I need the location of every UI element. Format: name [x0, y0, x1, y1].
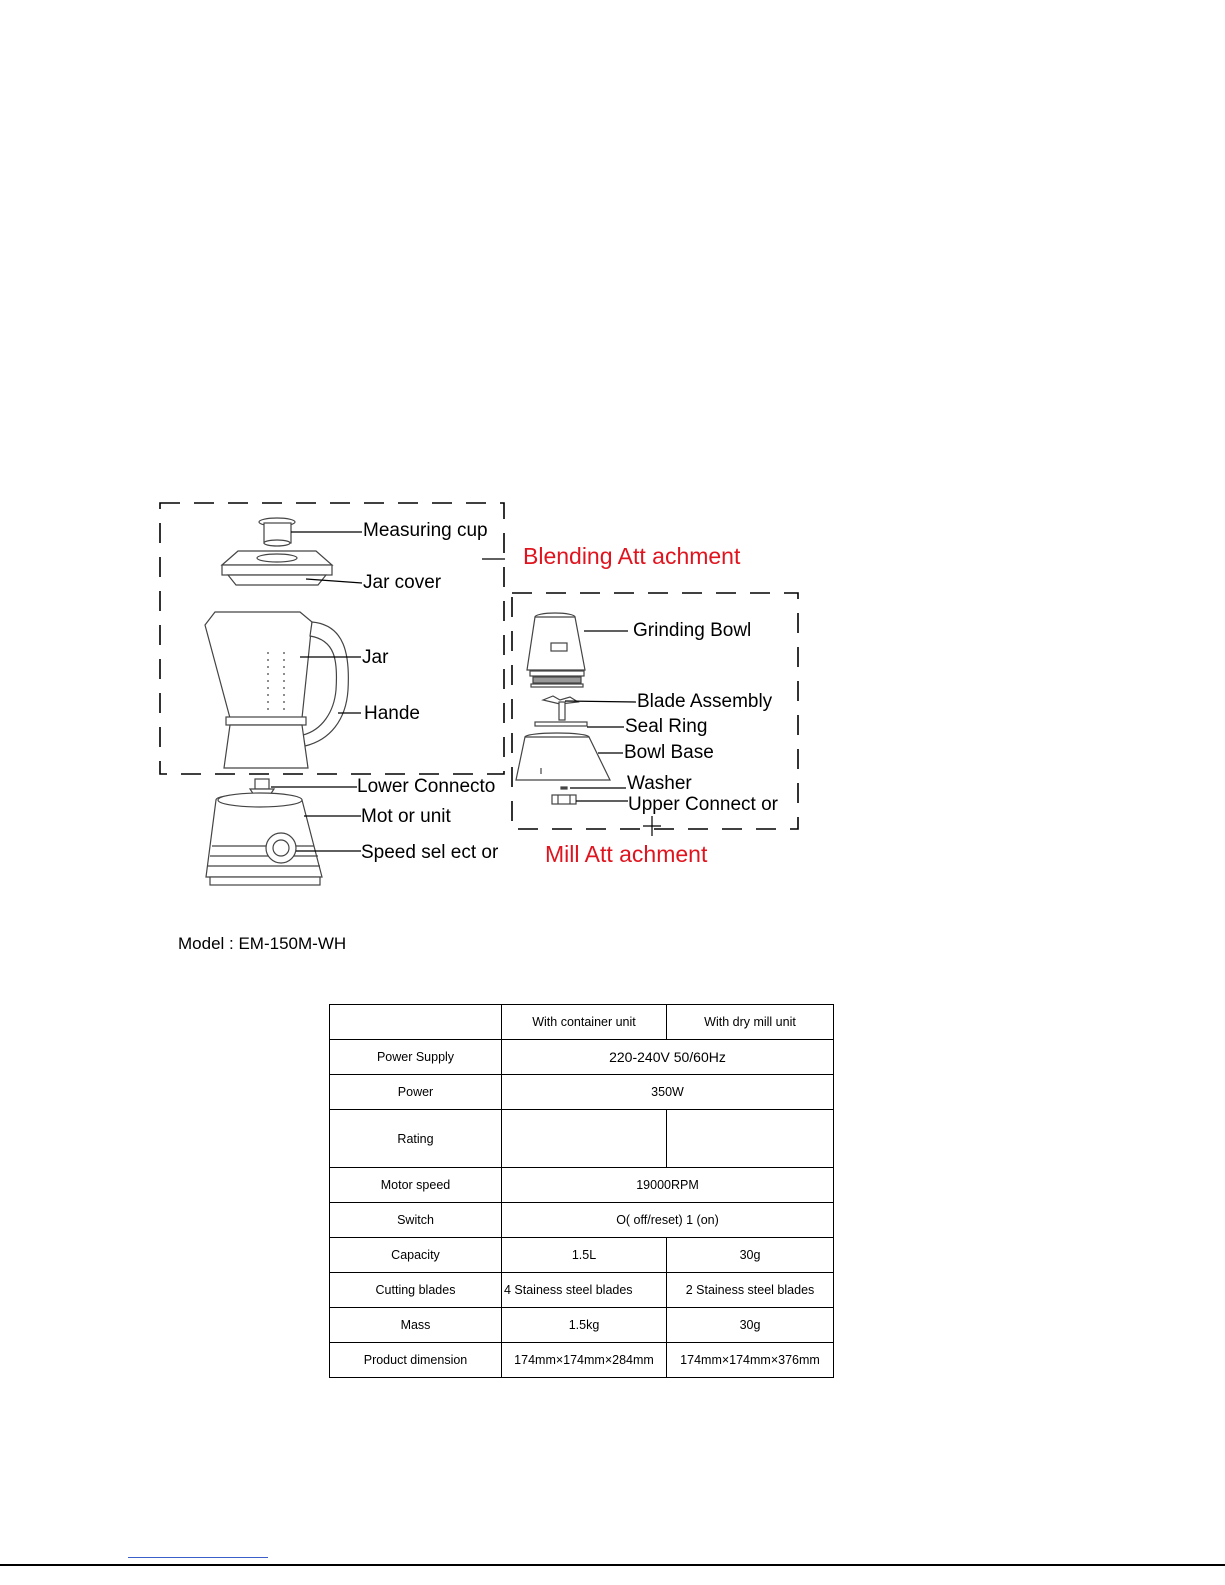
row-value-mill: 30g: [667, 1308, 834, 1343]
row-value-mill: 2 Stainess steel blades: [667, 1273, 834, 1308]
table-row: [330, 1203, 834, 1238]
row-label: Product dimension: [330, 1343, 502, 1378]
specification-table: [329, 1004, 834, 1378]
table-row: [330, 1308, 834, 1343]
table-row: [330, 1343, 834, 1378]
label-lower-connector: Lower Connecto: [357, 776, 496, 797]
model-number: Model : EM-150M-WH: [178, 934, 347, 953]
grinding-bowl-drawing: [527, 613, 585, 687]
row-value-mill: 174mm×174mm×376mm: [667, 1343, 834, 1378]
label-measuring-cup: Measuring cup: [363, 520, 488, 541]
table-row: [330, 1238, 834, 1273]
washer-drawing: [561, 787, 567, 789]
label-blade-assembly: Blade Assembly: [637, 691, 773, 712]
label-speed-selector: Speed sel ect or: [361, 842, 499, 863]
row-value-container: 1.5L: [502, 1238, 667, 1273]
label-mill-attachment: Mill Att achment: [545, 841, 708, 867]
bowl-base-drawing: [516, 733, 610, 780]
footer-link-underline: [128, 1557, 268, 1558]
row-label: Capacity: [330, 1238, 502, 1273]
label-jar-cover: Jar cover: [363, 572, 442, 593]
row-value: 220-240V 50/60Hz: [502, 1040, 834, 1075]
jar-drawing: [205, 612, 348, 768]
table-row: [330, 1040, 834, 1075]
row-label: Switch: [330, 1203, 502, 1238]
table-row: [330, 1075, 834, 1110]
row-value-container: 1.5kg: [502, 1308, 667, 1343]
row-label: Mass: [330, 1308, 502, 1343]
row-value-container: [502, 1110, 667, 1168]
label-blending-attachment: Blending Att achment: [523, 543, 741, 569]
label-seal-ring: Seal Ring: [625, 716, 708, 737]
header-container-unit: With container unit: [502, 1005, 667, 1040]
row-value-container: 4 Stainess steel blades: [502, 1273, 667, 1308]
table-row: [330, 1273, 834, 1308]
row-value: O( off/reset) 1 (on): [502, 1203, 834, 1238]
header-cell-empty: [330, 1005, 502, 1040]
table-row: [330, 1168, 834, 1203]
row-value-mill: [667, 1110, 834, 1168]
seal-ring-drawing: [535, 722, 587, 726]
row-value-mill: 30g: [667, 1238, 834, 1273]
table-header-row: [330, 1005, 834, 1040]
label-handle: Hande: [364, 703, 420, 724]
header-dry-mill-unit: With dry mill unit: [667, 1005, 834, 1040]
row-label: Power Supply: [330, 1040, 502, 1075]
label-jar: Jar: [362, 647, 389, 668]
row-label: Power: [330, 1075, 502, 1110]
leader-lines: [271, 532, 661, 851]
label-bowl-base: Bowl Base: [624, 742, 714, 763]
upper-connector-drawing: [552, 795, 576, 804]
row-value-container: 174mm×174mm×284mm: [502, 1343, 667, 1378]
label-grinding-bowl: Grinding Bowl: [633, 620, 752, 641]
row-label: Cutting blades: [330, 1273, 502, 1308]
motor-unit-drawing: [206, 793, 322, 885]
footer-rule: [0, 1564, 1225, 1566]
label-washer: Washer: [627, 773, 692, 794]
row-label: Rating: [330, 1110, 502, 1168]
blade-assembly-drawing: [543, 696, 578, 720]
label-upper-connector: Upper Connect or: [628, 794, 778, 815]
row-value: 19000RPM: [502, 1168, 834, 1203]
table-row: [330, 1110, 834, 1168]
label-motor-unit: Mot or unit: [361, 806, 451, 827]
measuring-cup-drawing: [259, 518, 295, 546]
row-value: 350W: [502, 1075, 834, 1110]
row-label: Motor speed: [330, 1168, 502, 1203]
